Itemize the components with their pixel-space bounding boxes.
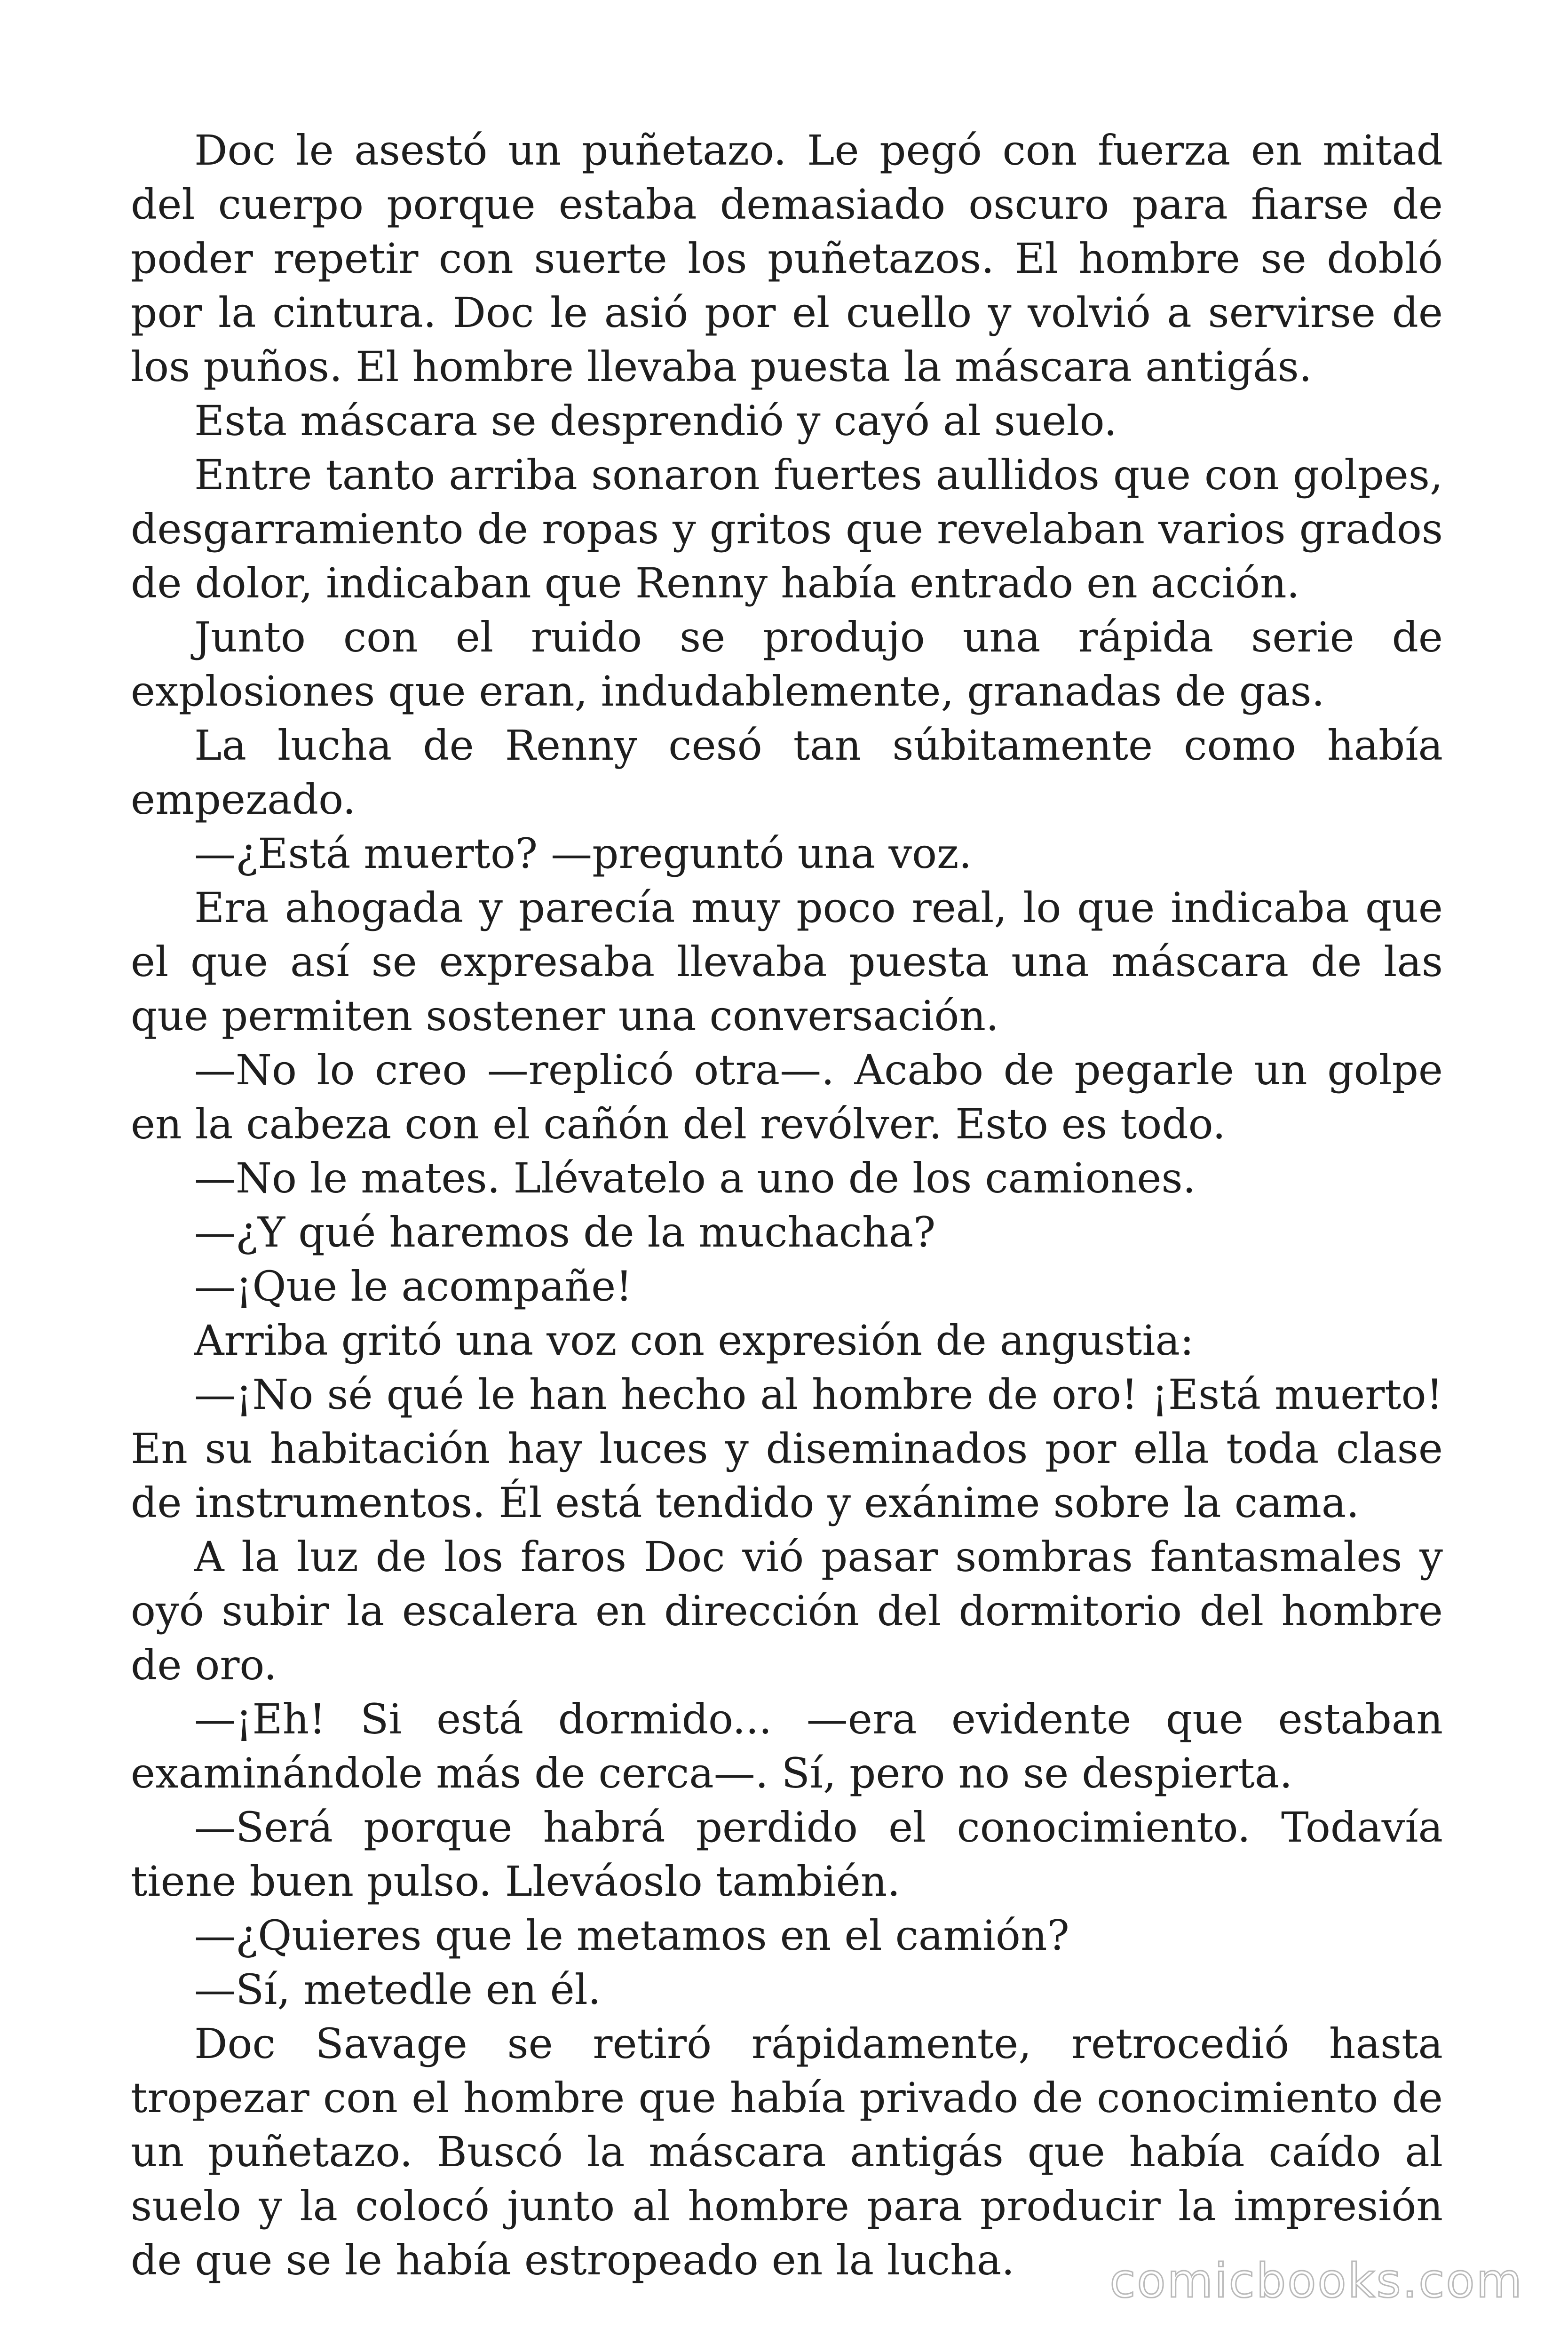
paragraph: —No lo creo —replicó otra—. Acabo de pegarle un golpe en la cabeza con el cañón del revólver. Esto es todo. xyxy=(131,1046,1443,1148)
page-text xyxy=(131,123,1443,2287)
paragraph: Doc Savage se retiró rápidamente, retrocedió hasta tropezar con el hombre que había privado de conocimiento de un puñetazo. Buscó la máscara antigás que había caído al suelo y la colocó junto al hombre para producir la impresión de que se le había estropeado en la lucha. xyxy=(131,2019,1443,2284)
paragraph: Era ahogada y parecía muy poco real, lo que indicaba que el que así se expresaba llevaba puesta una máscara de las que permiten sostener una conversación. xyxy=(131,883,1443,1040)
paragraph: —¿Está muerto? —preguntó una voz. xyxy=(194,829,972,878)
paragraph: Entre tanto arriba sonaron fuertes aullidos que con golpes, desgarramiento de ropas y gritos que revelaban varios grados de dolor, indicaban que Renny había entrado en acción. xyxy=(131,451,1443,607)
paragraph: —Será porque habrá perdido el conocimiento. Todavía tiene buen pulso. Lleváoslo también. xyxy=(131,1803,1443,1906)
paragraph: La lucha de Renny cesó tan súbitamente como había empezado. xyxy=(131,721,1443,824)
paragraph: —¡Eh! Si está dormido... —era evidente que estaban examinándole más de cerca—. Sí, pero no se despierta. xyxy=(131,1695,1443,1797)
paragraph: —¡Que le acompañe! xyxy=(194,1262,633,1311)
paragraph: Esta máscara se desprendió y cayó al suelo. xyxy=(194,397,1117,445)
watermark: comicbooks.com xyxy=(1109,2253,1523,2308)
paragraph: —¿Quieres que le metamos en el camión? xyxy=(194,1911,1069,1960)
paragraph: —¿Y qué haremos de la muchacha? xyxy=(194,1208,936,1256)
paragraph: Doc le asestó un puñetazo. Le pegó con fuerza en mitad del cuerpo porque estaba demasiado oscuro para fiarse de poder repetir con suerte los puñetazos. El hombre se dobló por la cintura. Doc le asió por el cuello y volvió a servirse de los puños. El hombre llevaba puesta la máscara antigás. xyxy=(131,126,1443,391)
paragraph: —¡No sé qué le han hecho al hombre de oro! ¡Está muerto! En su habitación hay luces y diseminados por ella toda clase de instrumentos. Él está tendido y exánime sobre la cama. xyxy=(131,1370,1443,1527)
paragraph: Junto con el ruido se produjo una rápida serie de explosiones que eran, indudablemente, granadas de gas. xyxy=(131,613,1443,715)
paragraph: A la luz de los faros Doc vió pasar sombras fantasmales y oyó subir la escalera en dirección del dormitorio del hombre de oro. xyxy=(131,1533,1443,1689)
paragraph: —Sí, metedle en él. xyxy=(194,1965,601,2014)
paragraph: —No le mates. Llévatelo a uno de los camiones. xyxy=(194,1154,1196,1202)
paragraph: Arriba gritó una voz con expresión de angustia: xyxy=(194,1316,1194,1365)
